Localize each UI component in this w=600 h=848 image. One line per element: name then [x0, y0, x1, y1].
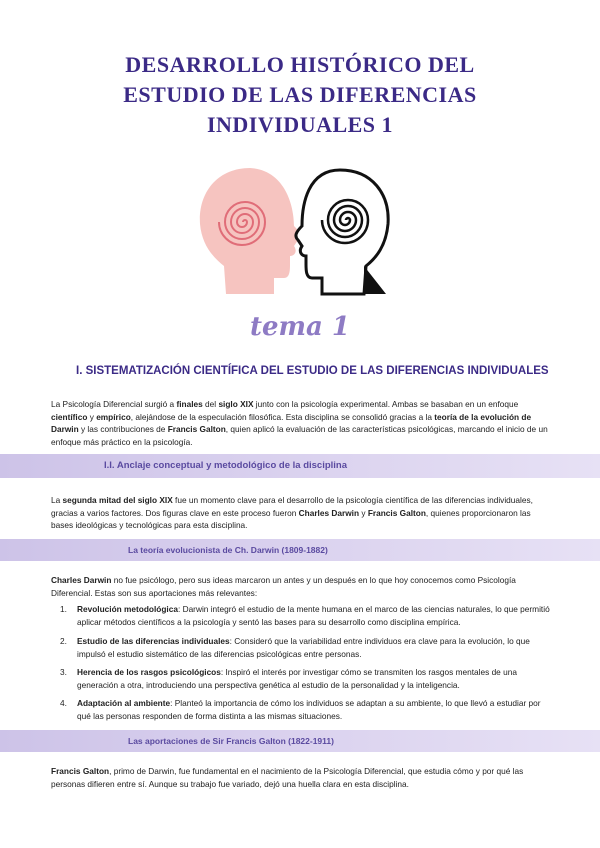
subsection-title-2: La teoría evolucionista de Ch. Darwin (1809-1882) — [128, 545, 328, 555]
section-heading: I. SISTEMATIZACIÓN CIENTÍFICA DEL ESTUDIO DE LAS DIFERENCIAS INDIVIDUALES — [76, 365, 549, 377]
subsection-title-1: I.I. Anclaje conceptual y metodológico de la disciplina — [104, 460, 348, 471]
title-line-1: DESARROLLO HISTÓRICO DEL — [125, 52, 475, 77]
title-line-2: ESTUDIO DE LAS DIFERENCIAS — [123, 82, 477, 107]
subsection-band-1 — [0, 454, 600, 478]
intro-paragraph: La Psicología Diferencial surgió a finales del siglo XIX junto con la psicología experimental. Ambas se basaban en un enfoque científico y empírico, alejándose de la especulación filosófica. Esta disciplina se consolidó gracias a la teoría de la evolución de Darwin y las contribuciones de Francis Galton, quien aplicó la evaluación de las características psicológicas, marcando el inicio de un enfoque más práctico en la psicología. — [51, 399, 548, 447]
document-title — [0, 50, 600, 140]
subsection-band-2 — [0, 539, 600, 561]
pink-head-icon — [200, 168, 300, 294]
darwin-paragraph: Charles Darwin no fue psicólogo, pero sus ideas marcaron un antes y un después en lo que hoy conocemos como Psicología Diferencial. Estas son sus aportaciones más relevantes: — [51, 575, 516, 598]
title-line-3: INDIVIDUALES 1 — [206, 112, 394, 137]
subsection-band-3 — [0, 730, 600, 752]
black-head-icon — [296, 170, 388, 294]
tema-heading: tema 1 — [249, 312, 351, 342]
galton-paragraph: Francis Galton, primo de Darwin, fue fundamental en el nacimiento de la Psicología Diferencial, que estudia cómo y por qué las personas difieren entre sí. Aunque su trabajo fue variado, dejó una huella clara en esta disciplina. — [51, 766, 524, 789]
two-heads-illustration — [190, 160, 400, 300]
subsection-title-3: Las aportaciones de Sir Francis Galton (1822-1911) — [128, 736, 334, 746]
paragraph-second-half: La segunda mitad del siglo XIX fue un momento clave para el desarrollo de la psicología científica de las diferencias individuales, gracias a varios factores. Dos figuras clave en este proceso fueron Charles Darwin y Francis Galton, quienes proporcionaron las bases ideológicas y tecnológicas para esta disciplina. — [51, 495, 533, 530]
